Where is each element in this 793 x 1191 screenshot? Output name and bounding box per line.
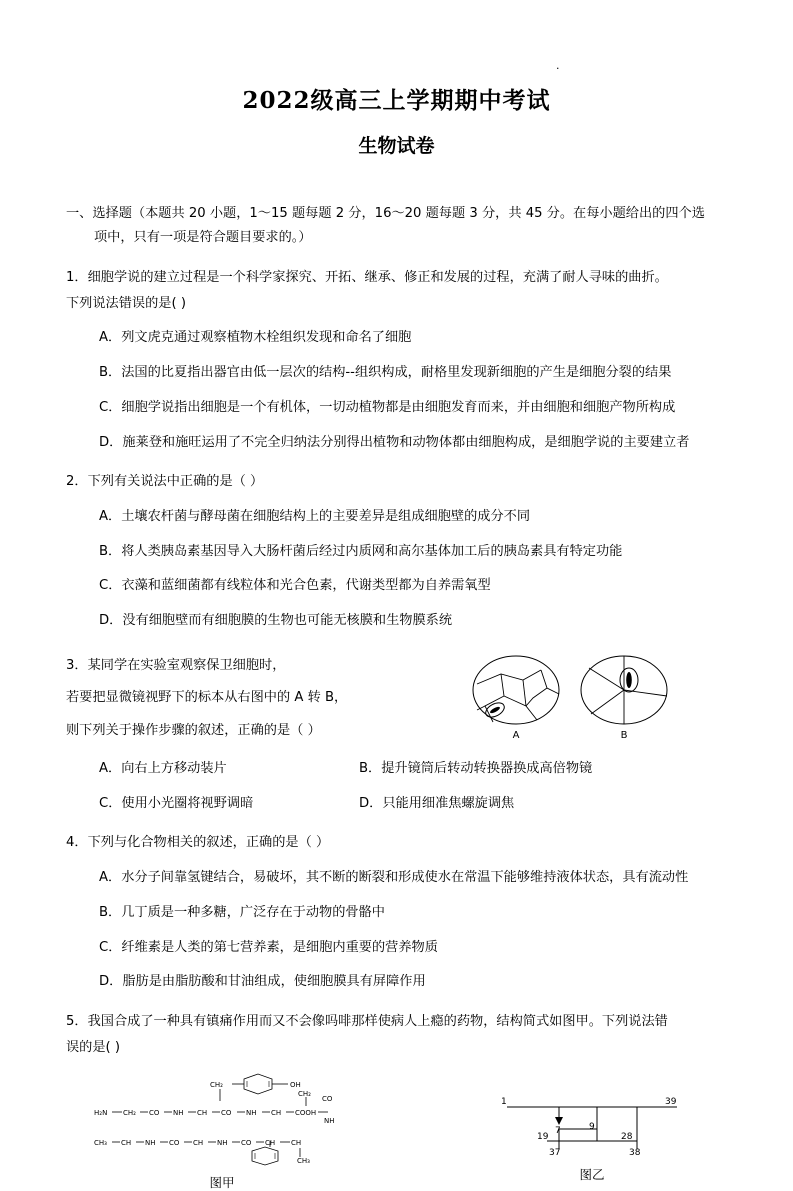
svg-text:H₂N: H₂N (94, 1108, 108, 1117)
question-4-option-d: D．脂肪是由脂肪酸和甘油组成，使细胞膜具有屏障作用 (99, 974, 426, 990)
question-3-stem-line2: 若要把显微镜视野下的标本从右图中的 A 转 B， (66, 690, 348, 706)
svg-text:CH₂: CH₂ (210, 1080, 223, 1089)
svg-text:CO: CO (221, 1108, 232, 1117)
figure-a-label: A (512, 729, 520, 741)
question-5-stem (66, 1009, 727, 1060)
question-5-stem-line2: 误的是( ) (66, 1039, 121, 1055)
question-3-stem (66, 650, 471, 747)
svg-text:CH: CH (197, 1108, 208, 1117)
stomata-cells-diagram-a (471, 654, 561, 729)
question-1-option-b: B．法国的比夏指出器官由低一层次的结构--组织构成，耐格里发现新细胞的产生是细胞分裂的结果 (99, 365, 672, 381)
svg-text:CH: CH (291, 1138, 302, 1147)
svg-text:CO: CO (169, 1138, 180, 1147)
svg-text:OH: OH (290, 1080, 301, 1089)
question-3-stem-line1: 3．某同学在实验室观察保卫细胞时， (66, 657, 286, 673)
svg-text:COOH: COOH (295, 1108, 317, 1117)
svg-text:NH: NH (217, 1138, 228, 1147)
question-5-figures (66, 1071, 727, 1191)
microscope-field-a (471, 654, 561, 741)
question-3-option-b: B．提升镜筒后转动转换器换成高倍物镜 (359, 760, 593, 776)
svg-text:CH: CH (265, 1138, 276, 1147)
svg-text:9: 9 (589, 1121, 595, 1132)
question-2-stem-line1: 2．下列有关说法中正确的是（ ） (66, 474, 264, 490)
peptide-chain-schematic (497, 1093, 687, 1163)
svg-text:NH: NH (246, 1108, 257, 1117)
svg-text:1: 1 (501, 1096, 507, 1107)
question-4-option-b: B．几丁质是一种多糖，广泛存在于动物的骨骼中 (99, 904, 385, 920)
question-1-stem-line1: 1．细胞学说的建立过程是一个科学家探究、开拓、继承、修正和发展的过程，充满了耐人寻味的曲折。 (66, 269, 668, 285)
question-2-option-b: B．将人类胰岛素基因导入大肠杆菌后经过内质网和高尔基体加工后的胰岛素具有特定功能 (99, 543, 623, 559)
question-1-stem (66, 265, 727, 316)
figure-yi-caption: 图乙 (579, 1166, 605, 1182)
microscope-field-b (579, 654, 669, 741)
figure-b-label: B (620, 729, 628, 741)
question-4-option-a: A．水分子间靠氢键结合，易破坏，其不断的断裂和形成使水在常温下能够维持液体状态，具有流动性 (99, 870, 689, 886)
svg-text:28: 28 (621, 1131, 633, 1142)
svg-text:7: 7 (555, 1125, 561, 1136)
svg-text:CO: CO (149, 1108, 160, 1117)
stomata-cells-diagram-b (579, 654, 669, 729)
svg-text:NH: NH (145, 1138, 156, 1147)
page-title: 2022级高三上学期期中考试 (242, 87, 551, 114)
question-3-options-row-1 (66, 756, 727, 782)
svg-text:CO: CO (322, 1094, 333, 1103)
svg-text:NH: NH (173, 1108, 184, 1117)
question-2-option-a: A．土壤农杆菌与酵母菌在细胞结构上的主要差异是组成细胞壁的成分不同 (99, 508, 531, 524)
section-instructions-line2: 项中，只有一项是符合题目要求的。） (94, 230, 312, 246)
question-4-option-c: C．纤维素是人类的第七营养素，是细胞内重要的营养物质 (99, 939, 438, 955)
question-2-option-d: D．没有细胞壁而有细胞膜的生物也可能无核膜和生物膜系统 (99, 613, 453, 629)
svg-text:CH₃: CH₃ (297, 1156, 310, 1165)
figure-jia-block (92, 1071, 352, 1191)
question-3-block (66, 650, 727, 747)
question-3-option-a: A．向右上方移动装片 (99, 760, 227, 776)
svg-text:37: 37 (549, 1147, 561, 1158)
svg-text:CH₂: CH₂ (298, 1089, 311, 1098)
question-4-stem-line1: 4．下列与化合物相关的叙述，正确的是（ ） (66, 835, 330, 851)
svg-text:CH₂: CH₂ (123, 1108, 136, 1117)
question-5-stem-line1: 5．我国合成了一种具有镇痛作用而又不会像吗啡那样使病人上瘾的药物，结构简式如图甲。下列说法错 (66, 1014, 668, 1030)
section-instructions-line1: 一、选择题（本题共 20 小题，1～15 题每题 2 分，16～20 题每题 3 分，共 45 分。在每小题给出的四个选 (66, 206, 705, 221)
figure-yi-block (497, 1071, 727, 1183)
question-1-stem-line2: 下列说法错误的是( ) (66, 295, 186, 311)
figure-jia-caption: 图甲 (209, 1174, 235, 1190)
question-1-option-a: A．列文虎克通过观察植物木栓组织发现和命名了细胞 (99, 330, 412, 346)
svg-text:38: 38 (629, 1147, 641, 1158)
question-3-options-row-2 (66, 791, 727, 817)
question-1-option-c: C．细胞学说指出细胞是一个有机体，一切动植物都是由细胞发育而来，并由细胞和细胞产物所构成 (99, 399, 676, 415)
question-3-option-d: D．只能用细准焦螺旋调焦 (359, 795, 515, 811)
question-1-option-d: D．施莱登和施旺运用了不完全归纳法分别得出植物和动物体都由细胞构成，是细胞学说的主要建立者 (99, 434, 690, 450)
svg-text:CH: CH (193, 1138, 204, 1147)
page-top-mark: . (556, 59, 560, 72)
question-4-stem (66, 830, 727, 856)
svg-text:CH: CH (121, 1138, 132, 1147)
section-instructions (66, 202, 727, 251)
question-2-stem (66, 469, 727, 495)
question-3-stem-line3: 则下列关于操作步骤的叙述，正确的是（ ） (66, 722, 321, 738)
svg-text:39: 39 (665, 1096, 677, 1107)
question-2-option-c: C．衣藻和蓝细菌都有线粒体和光合色素，代谢类型都为自养需氧型 (99, 578, 491, 594)
svg-text:CH₃: CH₃ (94, 1138, 107, 1147)
question-3-figures (471, 650, 727, 741)
svg-text:NH: NH (324, 1116, 335, 1125)
peptide-structure-diagram (92, 1071, 352, 1171)
svg-text:19: 19 (537, 1131, 549, 1142)
svg-text:CO: CO (241, 1138, 252, 1147)
page-subtitle: 生物试卷 (358, 135, 435, 157)
svg-text:CH: CH (271, 1108, 282, 1117)
question-3-option-c: C．使用小光圈将视野调暗 (99, 795, 254, 811)
